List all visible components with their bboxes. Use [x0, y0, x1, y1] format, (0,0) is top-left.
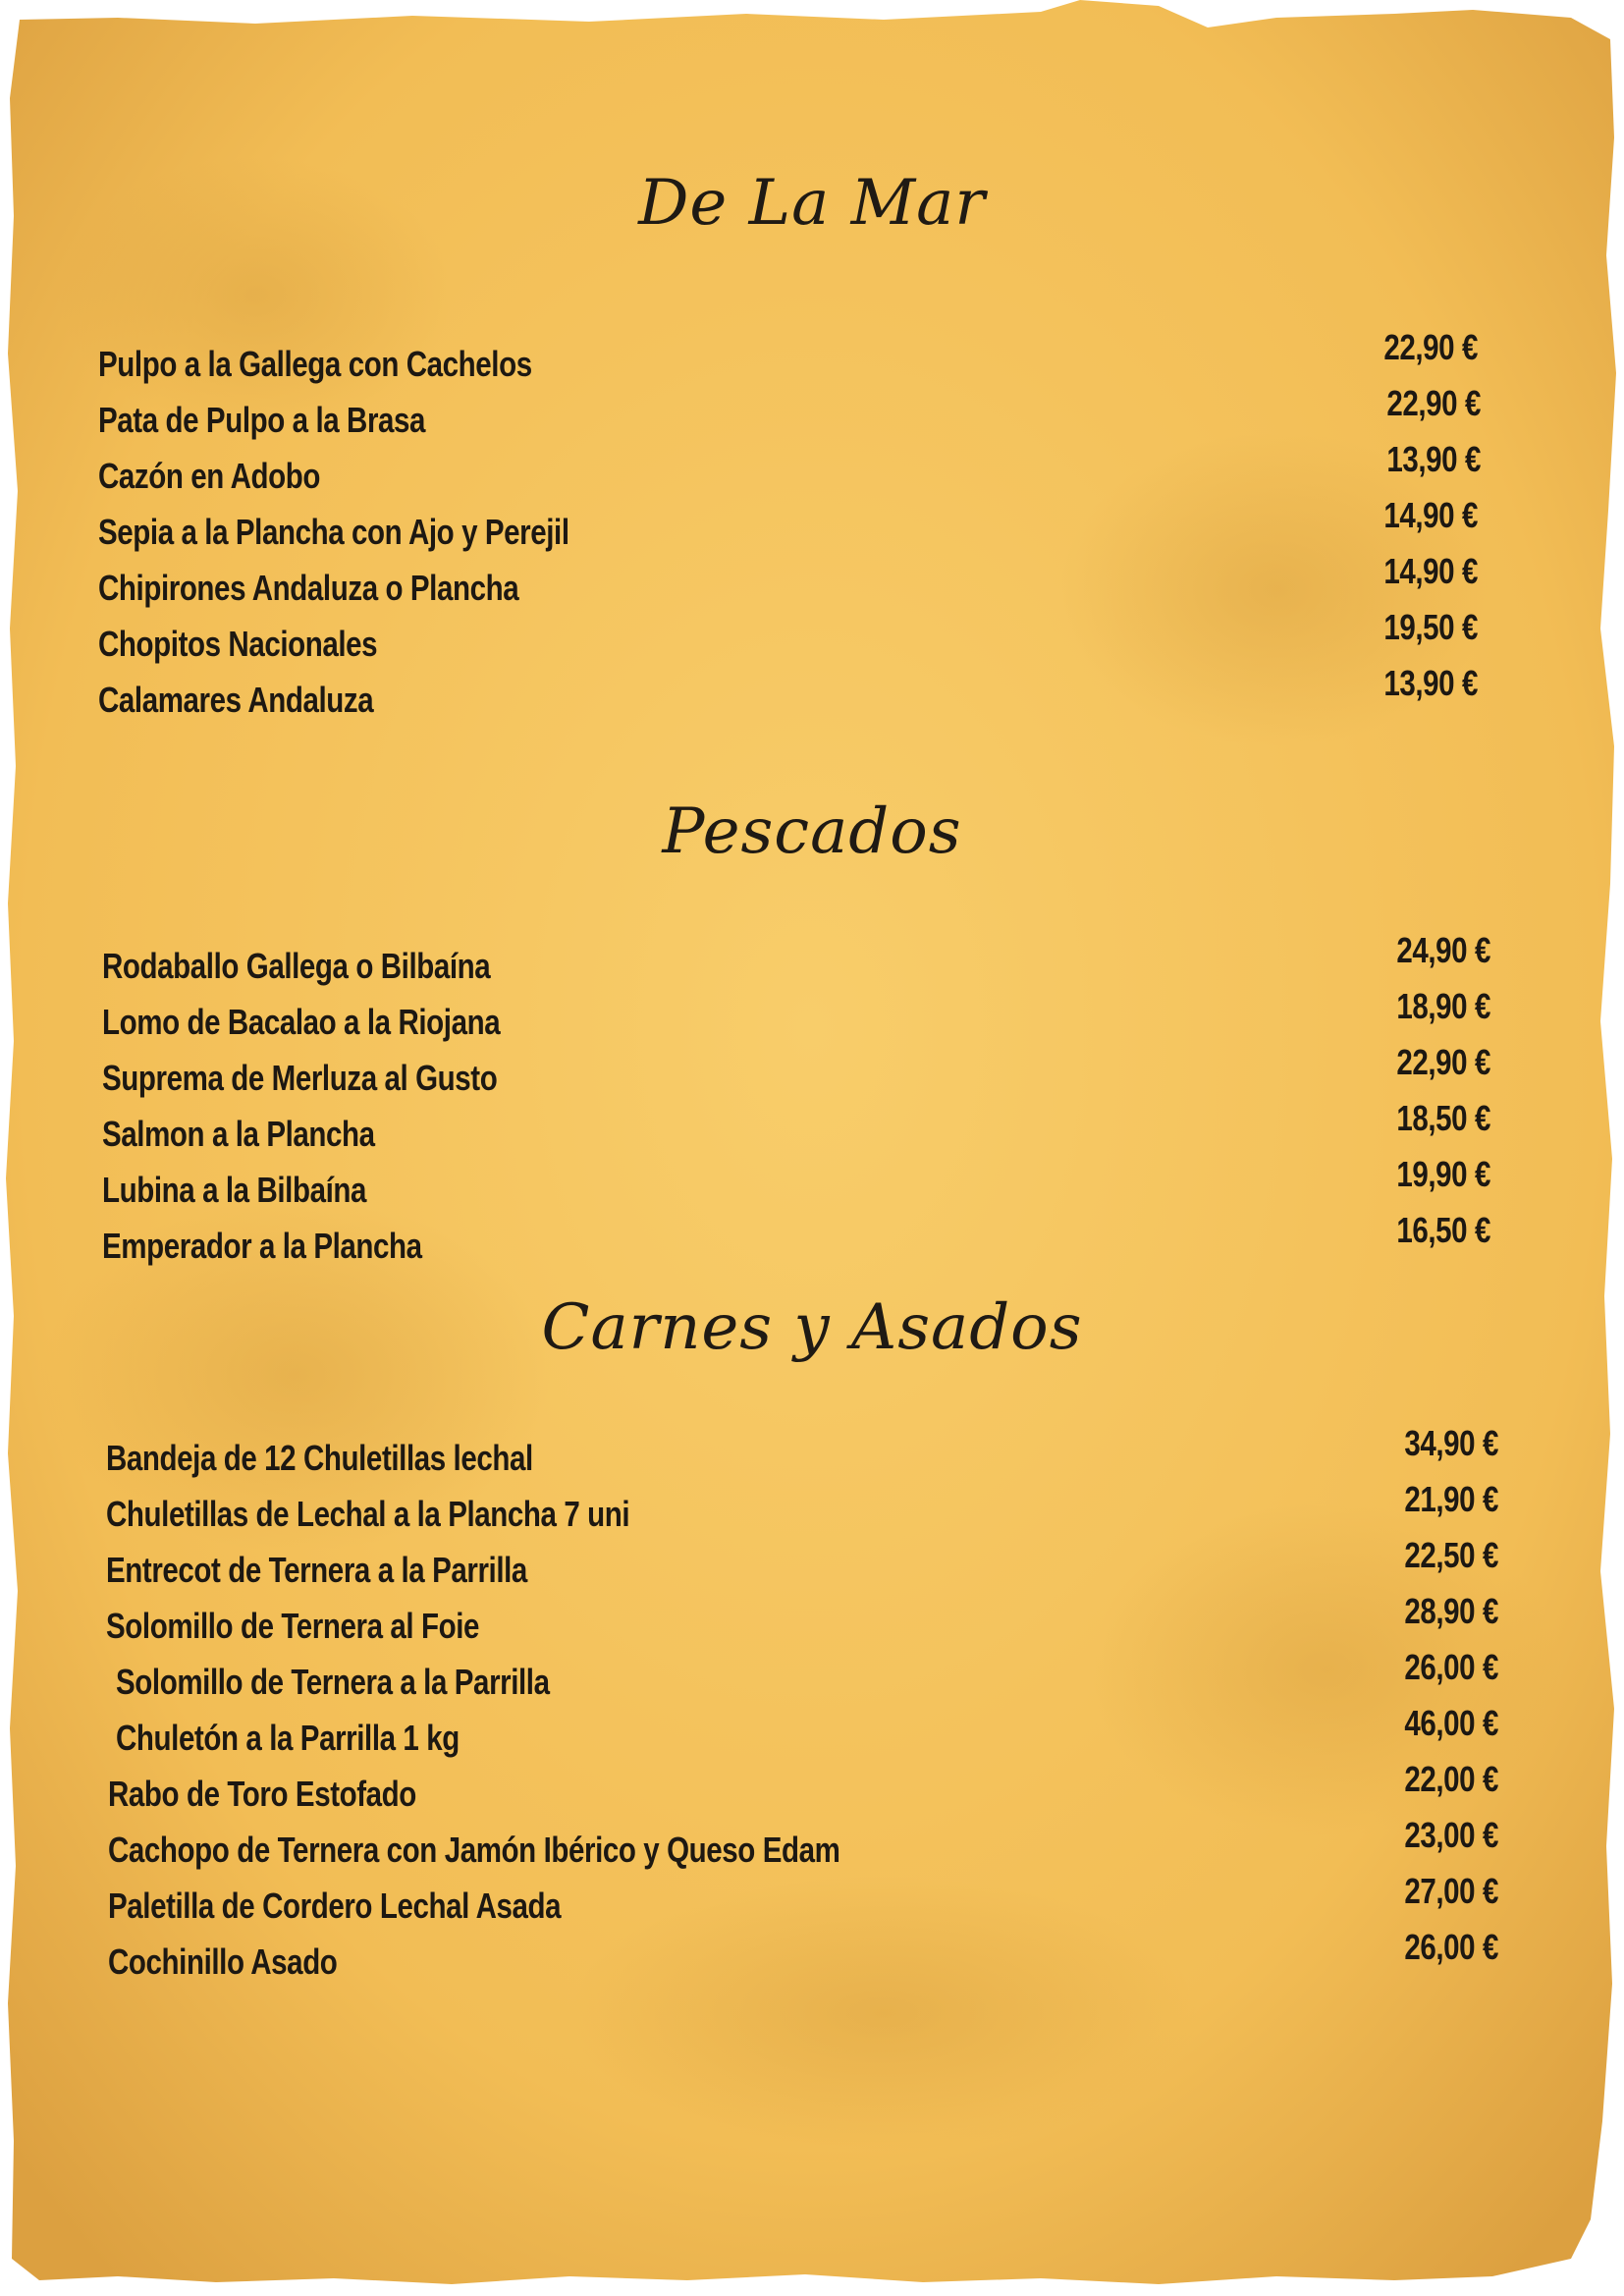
menu-item-name: Suprema de Merluza al Gusto [102, 1058, 498, 1098]
menu-item-name: Bandeja de 12 Chuletillas lechal [106, 1438, 533, 1478]
menu-item-price: 21,90 € [1404, 1479, 1498, 1519]
menu-item-price: 46,00 € [1404, 1703, 1498, 1743]
section-title-carnes-y-asados: Carnes y Asados [541, 1291, 1083, 1364]
menu-item-name: Chopitos Nacionales [98, 624, 378, 664]
menu-item-name: Pulpo a la Gallega con Cachelos [98, 344, 532, 384]
menu-item-price: 22,90 € [1386, 383, 1481, 423]
menu-item-price: 27,00 € [1404, 1871, 1498, 1911]
menu-item-name: Solomillo de Ternera al Foie [106, 1606, 480, 1646]
menu-item-name: Chuletillas de Lechal a la Plancha 7 uni [106, 1494, 630, 1534]
menu-item-price: 22,90 € [1396, 1042, 1490, 1082]
menu-item-price: 22,50 € [1404, 1535, 1498, 1575]
menu-item-price: 14,90 € [1383, 495, 1478, 535]
menu-item-name: Pata de Pulpo a la Brasa [98, 400, 426, 440]
menu-item-name: Emperador a la Plancha [102, 1226, 422, 1266]
menu-item-price: 13,90 € [1383, 663, 1478, 703]
menu-item-price: 13,90 € [1386, 439, 1481, 479]
menu-item-price: 19,50 € [1383, 607, 1478, 647]
menu-item-price: 14,90 € [1383, 551, 1478, 591]
menu-item-price: 34,90 € [1404, 1423, 1498, 1463]
section-title-pescados: Pescados [662, 795, 962, 868]
menu-item-price: 28,90 € [1404, 1591, 1498, 1631]
section-title-de-la-mar: De La Mar [638, 167, 986, 240]
menu-item-price: 26,00 € [1404, 1647, 1498, 1687]
menu-item-price: 26,00 € [1404, 1927, 1498, 1967]
menu-item-name: Sepia a la Plancha con Ajo y Perejil [98, 512, 569, 552]
menu-item-price: 16,50 € [1396, 1210, 1490, 1250]
menu-item-name: Rabo de Toro Estofado [108, 1774, 416, 1814]
menu-item-name: Lubina a la Bilbaína [102, 1170, 367, 1210]
menu-item-price: 24,90 € [1396, 930, 1490, 970]
menu-item-price: 23,00 € [1404, 1815, 1498, 1855]
menu-item-name: Cachopo de Ternera con Jamón Ibérico y Queso Edam [108, 1830, 840, 1870]
menu-item-price: 22,90 € [1383, 327, 1478, 367]
menu-item-name: Chipirones Andaluza o Plancha [98, 568, 519, 608]
menu-item-price: 18,90 € [1396, 986, 1490, 1026]
menu-item-name: Rodaballo Gallega o Bilbaína [102, 946, 491, 986]
menu-item-name: Salmon a la Plancha [102, 1114, 375, 1154]
menu-item-name: Chuletón a la Parrilla 1 kg [116, 1718, 460, 1758]
menu-item-name: Paletilla de Cordero Lechal Asada [108, 1886, 562, 1926]
menu-item-price: 18,50 € [1396, 1098, 1490, 1138]
menu-item-name: Calamares Andaluza [98, 680, 374, 720]
menu-item-name: Entrecot de Ternera a la Parrilla [106, 1550, 527, 1590]
menu-item-name: Solomillo de Ternera a la Parrilla [116, 1662, 550, 1702]
menu-item-price: 22,00 € [1404, 1759, 1498, 1799]
menu-item-name: Cochinillo Asado [108, 1941, 338, 1982]
menu-item-price: 19,90 € [1396, 1154, 1490, 1194]
menu-item-name: Cazón en Adobo [98, 456, 321, 496]
menu-item-name: Lomo de Bacalao a la Riojana [102, 1002, 501, 1042]
